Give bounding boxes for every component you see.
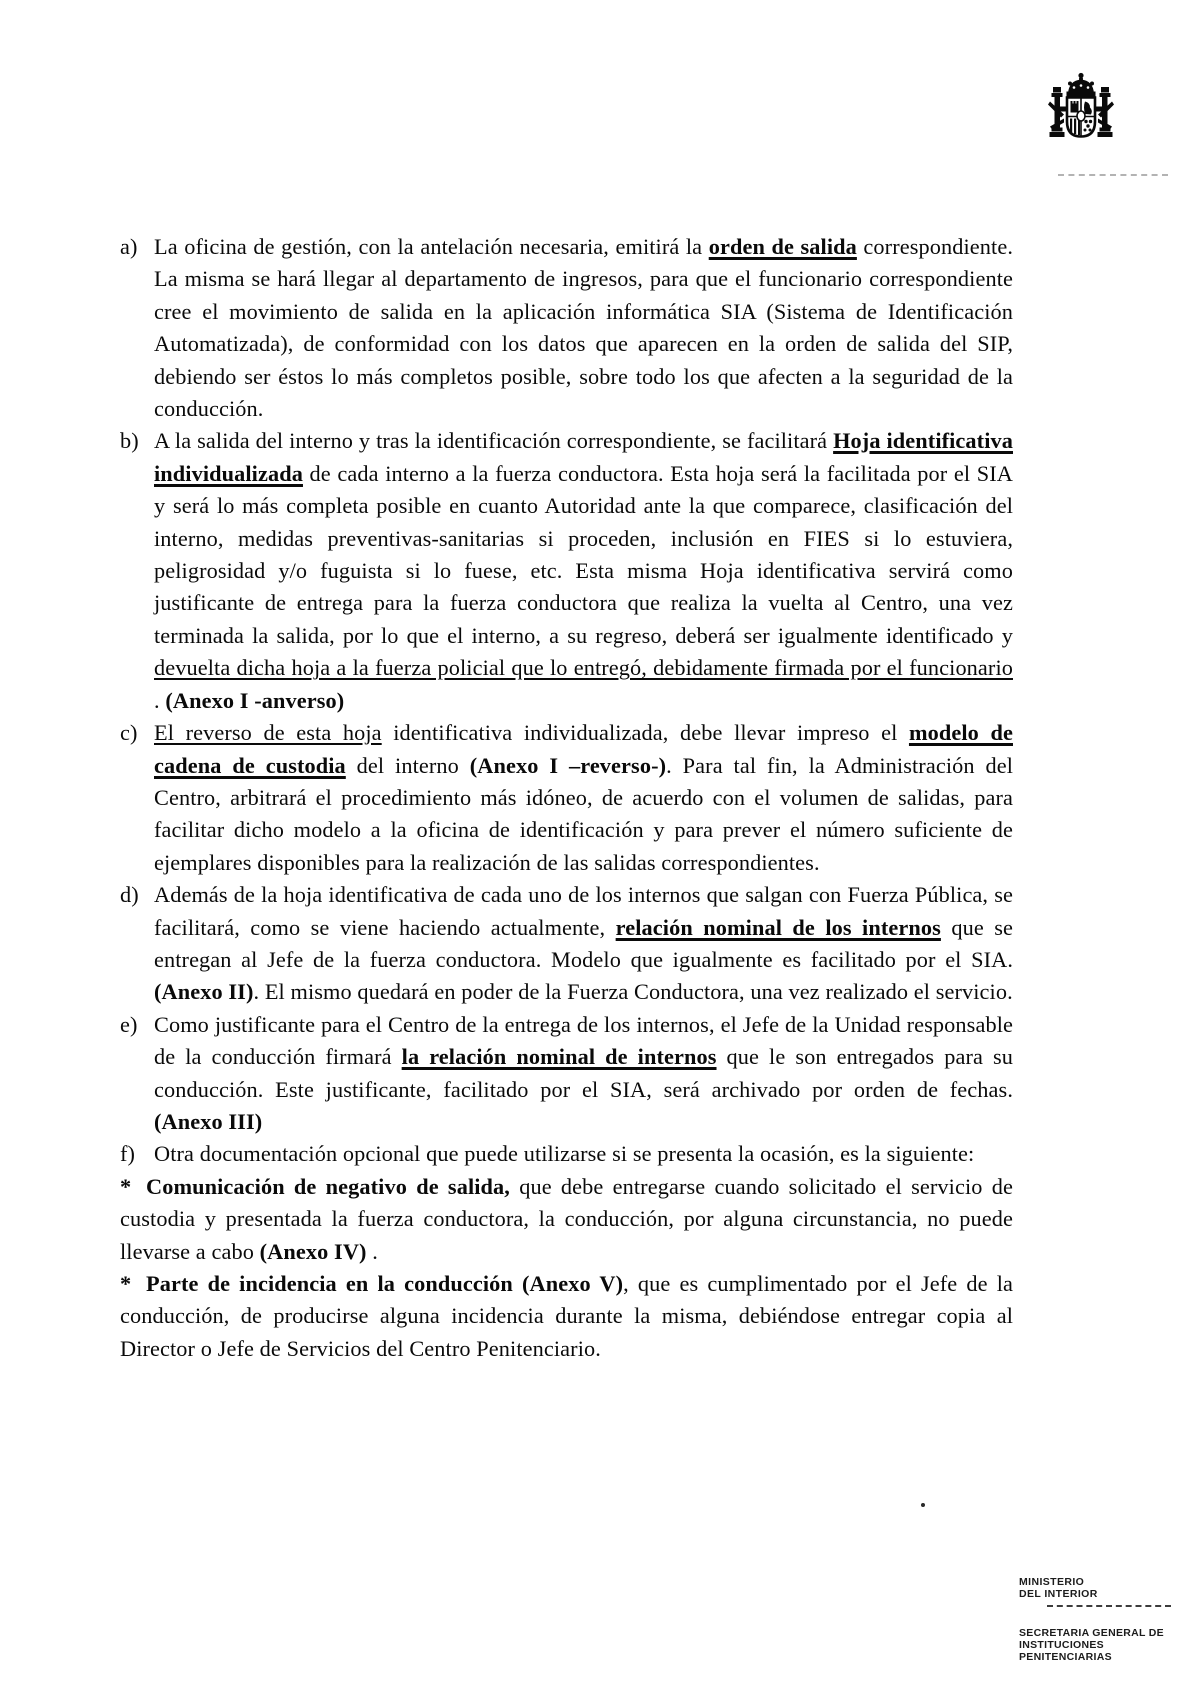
paragraph-c [120, 717, 1013, 879]
ministry-label [1019, 1576, 1098, 1600]
text-segment: Además de la hoja identificativa de cada uno de los internos que salgan con Fuerza Pública, se facilitará, como se viene haciendo actualmente, [154, 882, 1013, 940]
text-segment: A la salida del interno y tras la identificación correspondiente, se facilitará [154, 428, 834, 454]
text-segment: . El mismo quedará en poder de la Fuerza Conductora, una vez realizado el servicio. [253, 979, 1013, 1005]
secretariat-line-2: INSTITUCIONES [1019, 1639, 1104, 1651]
list-marker: * [120, 1173, 132, 1199]
list-marker: d) [120, 882, 139, 908]
text-segment: Otra documentación opcional que puede utilizarse si se presenta la ocasión, es la siguiente: [154, 1141, 975, 1167]
text-segment: Parte de incidencia en la conducción (Anexo V) [146, 1271, 624, 1296]
footer-dashed-rule [1047, 1605, 1171, 1607]
list-marker: b) [120, 428, 139, 454]
text-segment: identificativa individualizada, debe llevar impreso el [381, 720, 909, 746]
paragraph-star-1 [120, 1171, 1013, 1268]
header-dashed-rule [1058, 174, 1168, 176]
text-segment: del interno [345, 752, 470, 778]
text-segment: Como justificante para el Centro de la entrega de los internos, el Jefe de la Unidad responsable de la conducción firmará [154, 1011, 1013, 1070]
paragraph-d [120, 879, 1013, 1009]
paragraph-b [120, 425, 1013, 717]
scan-speck [921, 1503, 925, 1507]
list-marker: f) [120, 1141, 136, 1167]
text-segment: que le son entregados para su conducción. Este justificante, facilitado por el SIA, será archivado por orden de fechas. [154, 1044, 1013, 1102]
text-segment: (Anexo I –reverso-) [469, 752, 667, 778]
text-segment: . [154, 687, 166, 713]
list-marker: c) [120, 720, 138, 746]
text-segment: (Anexo III) [154, 1108, 263, 1134]
spain-coat-of-arms-icon [1036, 70, 1126, 155]
text-segment: , que es cumplimentado por el Jefe de la conducción, de producirse alguna incidencia durante la misma, debiéndose entregar copia al Director o Jefe de Servicios del Centro Penitenciario. [120, 1271, 1013, 1361]
text-segment: devuelta dicha hoja a la fuerza policial que lo entregó, debidamente firmada por el funcionario [154, 655, 1013, 681]
secretariat-line-1: SECRETARIA GENERAL DE [1019, 1627, 1164, 1639]
document-body [120, 231, 1013, 1365]
ministry-line-2: DEL INTERIOR [1019, 1588, 1098, 1600]
text-segment: (Anexo I -anverso) [165, 687, 345, 713]
text-segment: que debe entregarse cuando solicitado el servicio de custodia y presentada la fuerza conductora, la conducción, por alguna circunstancia, no puede llevarse a cabo [120, 1173, 1013, 1264]
list-marker: e) [120, 1011, 138, 1037]
text-segment: relación nominal de los internos [615, 914, 941, 940]
list-marker: a) [120, 234, 138, 259]
text-segment: orden de salida [708, 234, 857, 259]
list-marker: * [120, 1271, 132, 1296]
ministry-line-1: MINISTERIO [1019, 1576, 1085, 1588]
text-segment: Hoja identificativa individualizada [154, 428, 1013, 486]
secretariat-line-3: PENITENCIARIAS [1019, 1651, 1112, 1663]
paragraph-star-2 [120, 1268, 1013, 1365]
text-segment: La oficina de gestión, con la antelación necesaria, emitirá la [154, 234, 709, 259]
text-segment: de cada interno a la fuerza conductora. Esta hoja será la facilitada por el SIA y será lo más completa posible en cuanto Autoridad ante la que comparece, clasificación del interno, medidas preventivas-sanitarias si proceden, inclusión en FIES si lo estuviera, peligrosidad y/o fuguista si lo fuese, etc. Esta misma Hoja identificativa servirá como justificante de entrega para la fuerza conductora que realiza la vuelta al Centro, una vez terminada la salida, por lo que el interno, a su regreso, deberá ser igualmente identificado y [154, 460, 1013, 648]
secretariat-label [1019, 1627, 1164, 1663]
text-segment: la relación nominal de internos [401, 1044, 717, 1070]
text-segment: (Anexo IV) [259, 1238, 367, 1264]
text-segment: que se entregan al Jefe de la fuerza conductora. Modelo que igualmente es facilitado por el SIA. [154, 914, 1014, 972]
text-segment: Comunicación de negativo de salida, [146, 1173, 510, 1199]
text-segment: (Anexo II) [154, 979, 254, 1005]
text-segment: modelo de cadena de custodia [154, 720, 1013, 778]
text-segment: El reverso de esta hoja [154, 720, 382, 746]
paragraph-e [120, 1009, 1013, 1139]
paragraph-f [120, 1138, 1013, 1170]
text-segment: . [366, 1238, 378, 1264]
text-segment: . Para tal fin, la Administración del Centro, arbitrará el procedimiento más idóneo, de acuerdo con el volumen de salidas, para facilitar dicho modelo a la oficina de identificación y para prever el número suficiente de ejemplares disponibles para la realización de las salidas correspondientes. [154, 752, 1014, 875]
text-segment: correspondiente. La misma se hará llegar al departamento de ingresos, para que el funcionario correspondiente cree el movimiento de salida en la aplicación informática SIA (Sistema de Identificación Automatizada), de conformidad con los datos que aparecen en la orden de salida del SIP, debiendo ser éstos lo más completos posible, sobre todo los que afecten a la seguridad de la conducción. [154, 234, 1013, 422]
paragraph-a [120, 231, 1013, 425]
